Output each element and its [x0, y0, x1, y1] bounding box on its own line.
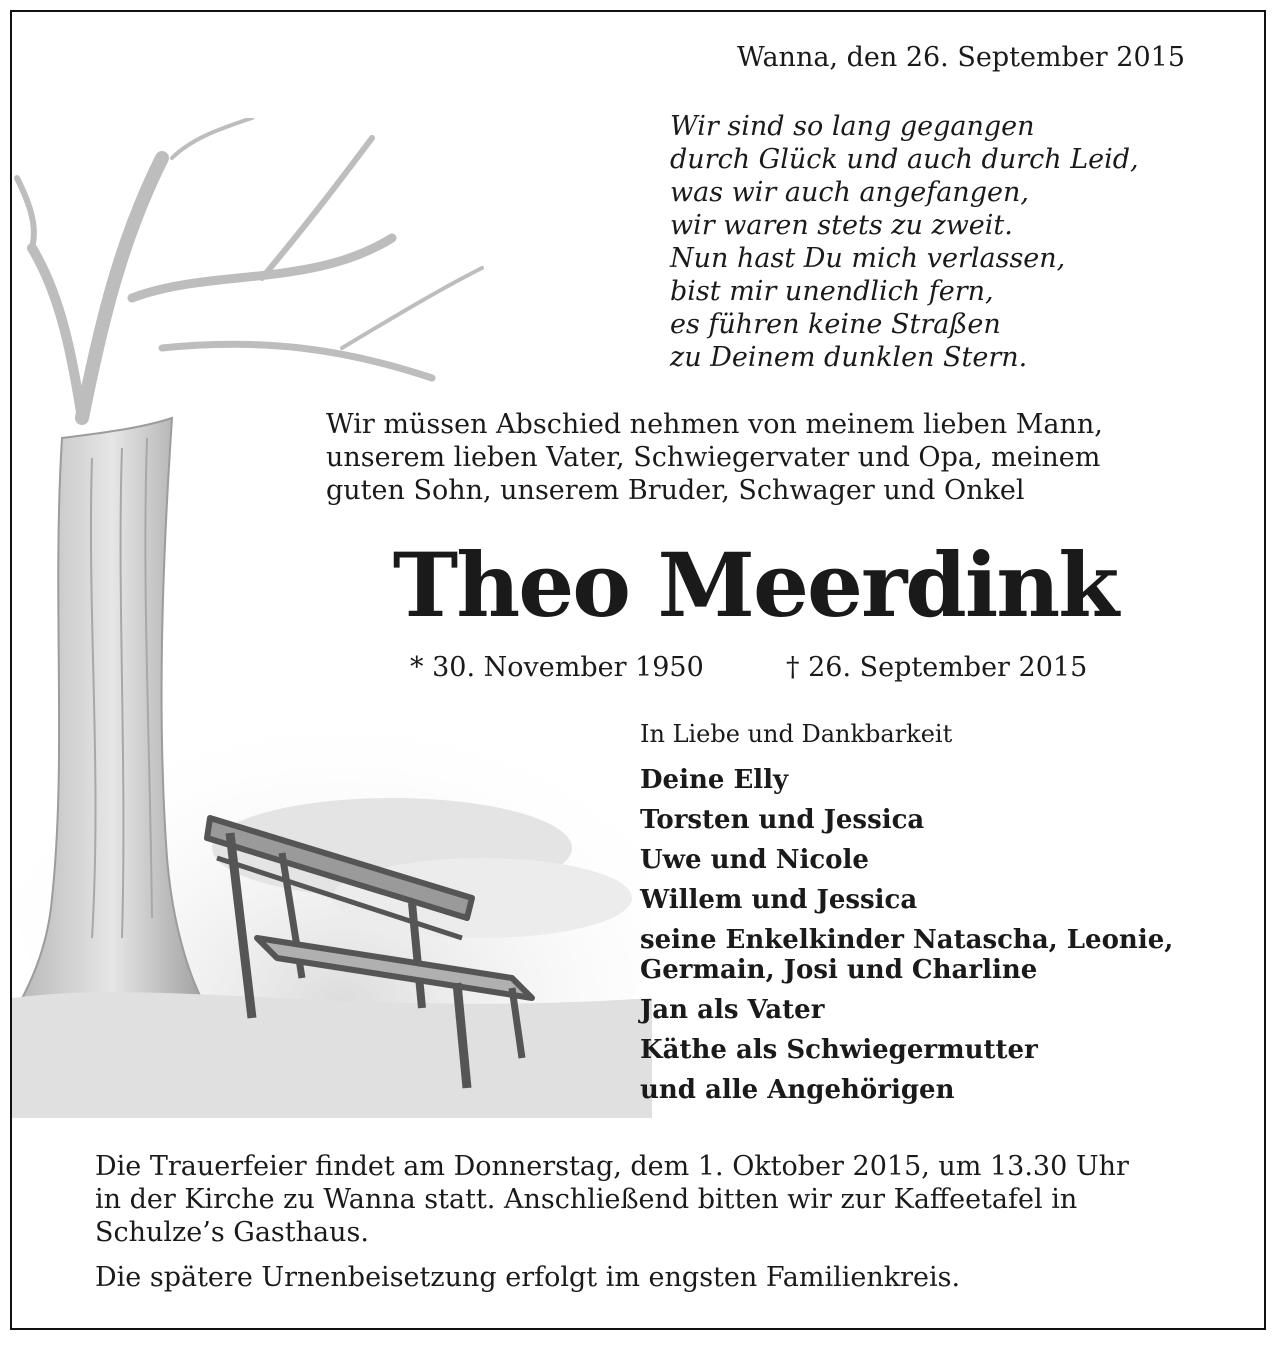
mourner-entry: Uwe und Nicole [640, 845, 869, 875]
poem-line: zu Deinem dunklen Stern. [670, 342, 1028, 373]
birth-date: * 30. November 1950 [410, 652, 704, 683]
mourner-entry: seine Enkelkinder Natascha, Leonie, [640, 925, 1174, 955]
poem [670, 110, 1139, 374]
poem-line: wir waren stets zu zweit. [670, 210, 1013, 241]
service-line: Schulze’s Gasthaus. [95, 1217, 369, 1248]
mourner-entry: Willem und Jessica [640, 885, 918, 915]
poem-line: Nun hast Du mich verlassen, [670, 243, 1066, 274]
mourner-entry: Torsten und Jessica [640, 805, 925, 835]
mourner-entry: Jan als Vater [640, 995, 825, 1025]
intro-line: Wir müssen Abschied nehmen von meinem lieben Mann, [326, 409, 1103, 440]
intro-line: unserem lieben Vater, Schwiegervater und Opa, meinem [326, 442, 1101, 473]
poem-line: Wir sind so lang gegangen [670, 111, 1035, 142]
funeral-service-info [95, 1150, 1187, 1249]
dedication: In Liebe und Dankbarkeit [640, 720, 953, 748]
service-line: in der Kirche zu Wanna statt. Anschließend bitten wir zur Kaffeetafel in [95, 1184, 1078, 1215]
farewell-intro [326, 408, 1188, 507]
poem-line: bist mir unendlich fern, [670, 276, 994, 307]
place-and-date: Wanna, den 26. September 2015 [737, 42, 1185, 73]
urn-burial-note: Die spätere Urnenbeisetzung erfolgt im engsten Familienkreis. [95, 1262, 961, 1293]
mourner-entry: und alle Angehörigen [640, 1075, 955, 1105]
poem-line: durch Glück und auch durch Leid, [670, 144, 1139, 175]
mourners-list [640, 765, 1173, 1115]
mourner-entry: Käthe als Schwiegermutter [640, 1035, 1038, 1065]
mourner-entry: Germain, Josi und Charline [640, 955, 1038, 985]
poem-line: was wir auch angefangen, [670, 177, 1029, 208]
intro-line: guten Sohn, unserem Bruder, Schwager und Onkel [326, 475, 1025, 506]
service-line: Die Trauerfeier findet am Donnerstag, dem 1. Oktober 2015, um 13.30 Uhr [95, 1151, 1129, 1182]
death-date: † 26. September 2015 [786, 652, 1088, 683]
poem-line: es führen keine Straßen [670, 309, 1001, 340]
deceased-name: Theo Meerdink [392, 533, 1118, 637]
mourner-entry: Deine Elly [640, 765, 789, 795]
